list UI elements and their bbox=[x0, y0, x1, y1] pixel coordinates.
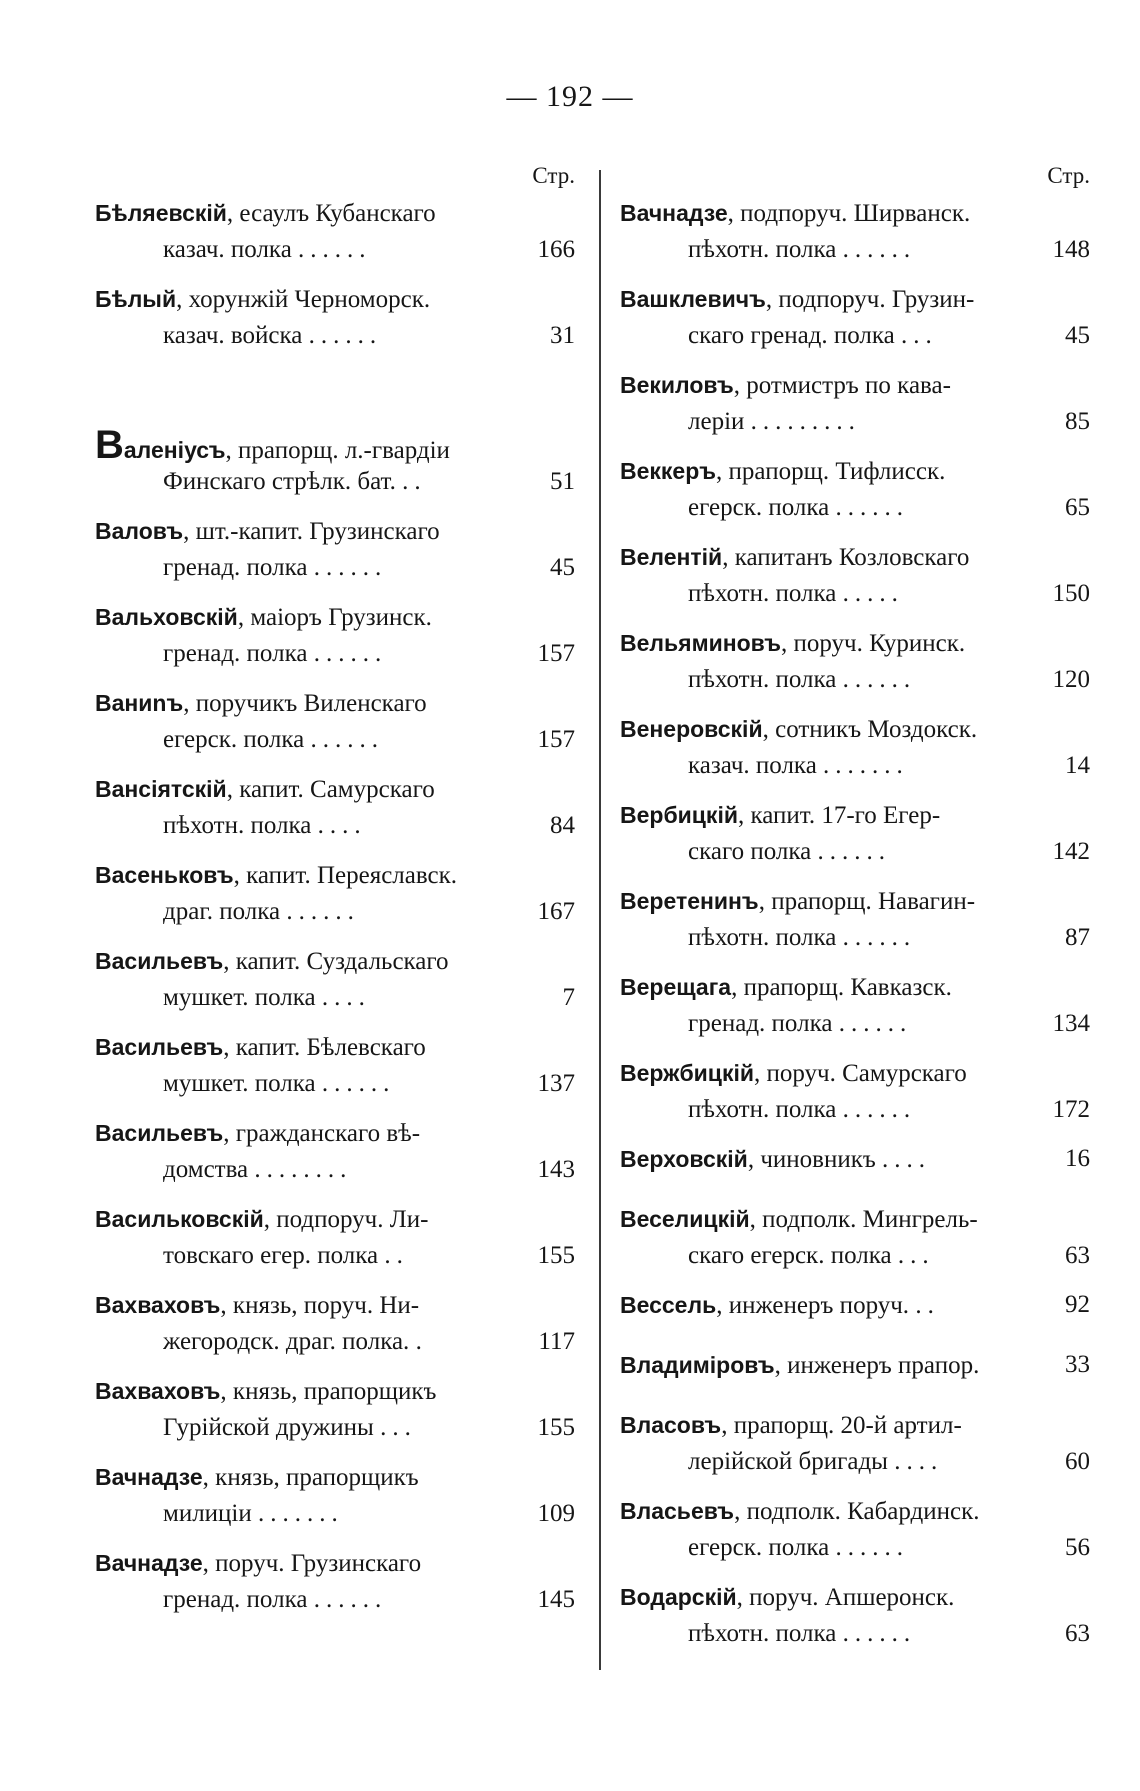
entry-line bbox=[688, 232, 1090, 268]
entry-description: , подпоруч. Грузин- bbox=[765, 286, 975, 313]
surname: Водарскій bbox=[620, 1584, 737, 1610]
entry-line bbox=[163, 1582, 575, 1618]
entry-line bbox=[95, 1200, 575, 1238]
entry-description: , поруч. Куринск. bbox=[781, 630, 966, 657]
surname: Вансіятскій bbox=[95, 776, 227, 802]
surname: Вальховскій bbox=[95, 604, 238, 630]
leader-dots: ....... bbox=[823, 752, 909, 779]
entry-description: , капитанъ Козловскаго bbox=[722, 544, 970, 571]
page-ref: 148 bbox=[1047, 232, 1091, 268]
surname: Васеньковъ bbox=[95, 862, 234, 888]
surname: Бѣляевскій bbox=[95, 200, 227, 226]
entry-line bbox=[688, 490, 1090, 526]
surname: Веселицкій bbox=[620, 1206, 750, 1232]
page-ref: 120 bbox=[1047, 662, 1091, 698]
entry-line bbox=[95, 1372, 575, 1410]
index-entry bbox=[620, 1140, 1090, 1200]
leader-dots: ...... bbox=[817, 838, 891, 865]
entry-line bbox=[95, 942, 575, 980]
entry-line bbox=[95, 1286, 575, 1324]
leader-dots: ...... bbox=[842, 666, 917, 693]
entry-continuation: драг. полка bbox=[163, 898, 281, 925]
entry-line bbox=[163, 1324, 575, 1360]
entry-line bbox=[620, 452, 1090, 490]
index-entry bbox=[620, 194, 1090, 280]
entry-continuation: скаго гренад. полка bbox=[688, 322, 895, 349]
entry-description: , капит. Суздальскаго bbox=[223, 948, 449, 975]
entry-continuation: егерск. полка bbox=[688, 494, 830, 521]
leader-dots: .. bbox=[915, 1292, 940, 1319]
index-entry bbox=[95, 1286, 575, 1372]
page-number: — 192 — bbox=[506, 80, 634, 113]
right-column bbox=[620, 158, 1090, 1664]
entry-line bbox=[620, 710, 1090, 748]
surname: Ваниnъ bbox=[95, 690, 184, 716]
surname: Веретенинъ bbox=[620, 888, 759, 914]
entry-continuation: казач. полка bbox=[163, 236, 292, 263]
surname: Васильковскій bbox=[95, 1206, 264, 1232]
entry-description: , подполк. Кабардинск. bbox=[734, 1498, 980, 1525]
page-ref: 33 bbox=[1059, 1346, 1090, 1384]
page-ref: 155 bbox=[532, 1238, 576, 1274]
entry-line bbox=[620, 1286, 1090, 1324]
leader-dots: . bbox=[415, 1328, 428, 1355]
leader-dots: ...... bbox=[835, 494, 909, 521]
entry-line bbox=[163, 980, 575, 1016]
index-entry bbox=[95, 1372, 575, 1458]
page-ref: 157 bbox=[532, 636, 576, 672]
leader-dots: ...... bbox=[842, 1096, 917, 1123]
entry-line bbox=[620, 882, 1090, 920]
entry-continuation: скаго егерск. полка bbox=[688, 1242, 892, 1269]
leader-dots: ...... bbox=[286, 898, 360, 925]
entry-continuation: пѣхотн. полка bbox=[688, 1096, 837, 1123]
index-entry bbox=[95, 194, 575, 280]
entry-continuation: егерск. полка bbox=[163, 726, 305, 753]
entry-line bbox=[620, 194, 1090, 232]
entry-line bbox=[95, 512, 575, 550]
entry-line bbox=[163, 1496, 575, 1532]
entry-line bbox=[163, 636, 575, 672]
surname: Васильевъ bbox=[95, 948, 224, 974]
page-ref: 142 bbox=[1047, 834, 1091, 870]
index-entry bbox=[95, 512, 575, 598]
surname: Васильевъ bbox=[95, 1120, 224, 1146]
entry-line bbox=[688, 1444, 1090, 1480]
entry-line bbox=[95, 684, 575, 722]
leader-dots: .... bbox=[321, 984, 371, 1011]
entry-description: , поруч. Апшеронск. bbox=[736, 1584, 955, 1611]
entry-continuation: мушкет. полка bbox=[163, 1070, 316, 1097]
entry-description: , чиновникъ bbox=[747, 1146, 876, 1173]
page-ref: 65 bbox=[1059, 490, 1090, 526]
entry-description: , князь, прапорщикъ bbox=[202, 1464, 419, 1491]
column-divider bbox=[599, 170, 601, 1670]
leader-dots: ...... bbox=[313, 554, 388, 581]
page-ref: 56 bbox=[1059, 1530, 1090, 1566]
entry-line bbox=[688, 318, 1090, 354]
surname: Венеровскій bbox=[620, 716, 763, 742]
entry-description: , прапорщ. 20-й артил- bbox=[721, 1412, 962, 1439]
page-ref: 85 bbox=[1059, 404, 1090, 440]
entry-continuation: гренад. полка bbox=[163, 640, 308, 667]
surname: Вессель bbox=[620, 1292, 717, 1318]
entry-continuation: пѣхотн. полка bbox=[688, 924, 837, 951]
entry-line bbox=[688, 1616, 1090, 1652]
surname: Вербицкій bbox=[620, 802, 738, 828]
leader-dots: .... bbox=[882, 1146, 932, 1173]
surname: Власовъ bbox=[620, 1412, 722, 1438]
entry-description: , поруч. Самурскаго bbox=[753, 1060, 967, 1087]
index-entry bbox=[95, 856, 575, 942]
entry-description: , подпоруч. Ли- bbox=[263, 1206, 429, 1233]
index-entry bbox=[620, 882, 1090, 968]
surname: Вашклевичъ bbox=[620, 286, 766, 312]
entry-description: , прапорщ. л.-гвардіи bbox=[225, 437, 450, 464]
page-ref: 166 bbox=[532, 232, 576, 268]
entry-description: , капит. Переяславск. bbox=[233, 862, 458, 889]
entry-line bbox=[620, 280, 1090, 318]
entry-line bbox=[163, 318, 575, 354]
surname: Владиміровъ bbox=[620, 1352, 775, 1378]
entry-line bbox=[688, 1530, 1090, 1566]
left-entries bbox=[95, 194, 575, 1630]
entry-line bbox=[620, 538, 1090, 576]
entry-line bbox=[95, 856, 575, 894]
entry-continuation: гренад. полка bbox=[163, 1586, 308, 1613]
page-ref: 137 bbox=[532, 1066, 576, 1102]
leader-dots: ... bbox=[380, 1414, 417, 1441]
page-column-header: Стр. bbox=[532, 163, 575, 188]
entry-line bbox=[620, 1346, 1090, 1384]
index-entry bbox=[620, 1054, 1090, 1140]
page-ref: 157 bbox=[532, 722, 576, 758]
left-column bbox=[95, 158, 575, 1630]
entry-line bbox=[95, 1028, 575, 1066]
entry-description: , инженеръ прапор. bbox=[774, 1352, 980, 1379]
surname: Векиловъ bbox=[620, 372, 734, 398]
surname: Вельяминовъ bbox=[620, 630, 781, 656]
entry-continuation: леріи bbox=[688, 408, 745, 435]
index-entry bbox=[620, 624, 1090, 710]
entry-description: , капит. 17-го Егер- bbox=[737, 802, 941, 829]
leader-dots: .. bbox=[402, 468, 427, 495]
entry-line bbox=[163, 232, 575, 268]
entry-line bbox=[620, 1578, 1090, 1616]
index-entry bbox=[95, 598, 575, 684]
leader-dots: ...... bbox=[313, 1586, 388, 1613]
entry-continuation: гренад. полка bbox=[163, 554, 308, 581]
entry-line bbox=[163, 808, 575, 844]
entry-line bbox=[620, 1140, 1090, 1178]
entry-continuation: гренад. полка bbox=[688, 1010, 833, 1037]
index-entry bbox=[620, 1200, 1090, 1286]
leader-dots: ...... bbox=[308, 322, 383, 349]
entry-description: , капит. Бѣлевскаго bbox=[223, 1034, 426, 1061]
leader-dots: ....... bbox=[258, 1500, 344, 1527]
entry-continuation: скаго полка bbox=[688, 838, 812, 865]
entry-description: , прапорщ. Навагин- bbox=[758, 888, 976, 915]
index-entry bbox=[620, 366, 1090, 452]
page-ref: 92 bbox=[1059, 1286, 1090, 1324]
entry-description: , поруч. Грузинскаго bbox=[202, 1550, 422, 1577]
page-ref: 16 bbox=[1059, 1140, 1090, 1178]
page-ref: 63 bbox=[1059, 1616, 1090, 1652]
surname: Вачнадзе bbox=[620, 200, 728, 226]
page-ref: 143 bbox=[532, 1152, 576, 1188]
entry-line bbox=[95, 1114, 575, 1152]
entry-line bbox=[688, 662, 1090, 698]
entry-line bbox=[95, 280, 575, 318]
entry-line bbox=[163, 1152, 575, 1188]
leader-dots: ...... bbox=[321, 1070, 396, 1097]
leader-dots: .... bbox=[317, 812, 367, 839]
index-entry bbox=[95, 1114, 575, 1200]
surname: аленіусъ bbox=[123, 437, 226, 463]
page-ref: 60 bbox=[1059, 1444, 1090, 1480]
entry-description: , прапорщ. Кавказск. bbox=[731, 974, 952, 1001]
leader-dots: ...... bbox=[313, 640, 388, 667]
surname: Велентій bbox=[620, 544, 723, 570]
entry-continuation: мушкет. полка bbox=[163, 984, 316, 1011]
surname: Веккеръ bbox=[620, 458, 717, 484]
leader-dots: ...... bbox=[835, 1534, 909, 1561]
entry-continuation: Финскаго стрѣлк. бат. bbox=[163, 468, 396, 495]
page-column-header: Стр. bbox=[1047, 163, 1090, 188]
entry-line bbox=[620, 1054, 1090, 1092]
leader-dots: ... bbox=[897, 1242, 935, 1269]
index-entry bbox=[95, 280, 575, 366]
entry-line bbox=[163, 464, 575, 500]
entry-line bbox=[620, 1200, 1090, 1238]
entry-continuation: товскаго егер. полка bbox=[163, 1242, 379, 1269]
entry-line bbox=[163, 1238, 575, 1274]
entry-line bbox=[95, 194, 575, 232]
leader-dots: ...... bbox=[310, 726, 384, 753]
leader-dots: ..... bbox=[842, 580, 904, 607]
entry-description: , есаулъ Кубанскаго bbox=[226, 200, 436, 227]
entry-continuation: пѣхотн. полка bbox=[688, 1620, 837, 1647]
leader-dots: ...... bbox=[298, 236, 372, 263]
entry-line bbox=[620, 1406, 1090, 1444]
index-entry bbox=[620, 1286, 1090, 1346]
surname: Бѣлый bbox=[95, 286, 177, 312]
entry-continuation: казач. войска bbox=[163, 322, 303, 349]
page-ref: 134 bbox=[1047, 1006, 1091, 1042]
entry-line bbox=[620, 624, 1090, 662]
entry-description: , маіоръ Грузинск. bbox=[237, 604, 432, 631]
entry-line bbox=[620, 1492, 1090, 1530]
page-ref: 87 bbox=[1059, 920, 1090, 956]
surname: Вержбицкій bbox=[620, 1060, 754, 1086]
entry-line bbox=[163, 550, 575, 586]
leader-dots: ... bbox=[901, 322, 938, 349]
entry-line bbox=[688, 1092, 1090, 1128]
surname: Вахваховъ bbox=[95, 1378, 221, 1404]
page-ref: 150 bbox=[1047, 576, 1091, 612]
entry-continuation: жегородск. драг. полка. bbox=[163, 1328, 410, 1355]
page-ref: 51 bbox=[544, 464, 575, 500]
section-initial: В bbox=[95, 426, 124, 464]
page-ref: 14 bbox=[1059, 748, 1090, 784]
entry-description: , инженеръ поруч. bbox=[716, 1292, 910, 1319]
index-entry bbox=[95, 1200, 575, 1286]
entry-line bbox=[95, 598, 575, 636]
surname: Вачнадзе bbox=[95, 1464, 203, 1490]
index-entry bbox=[620, 538, 1090, 624]
leader-dots: .... bbox=[894, 1448, 944, 1475]
entry-line bbox=[163, 1410, 575, 1446]
entry-continuation: казач. полка bbox=[688, 752, 817, 779]
entry-description: , шт.-капит. Грузинскаго bbox=[183, 518, 440, 545]
entry-line bbox=[163, 722, 575, 758]
entry-line bbox=[688, 920, 1090, 956]
entry-line bbox=[95, 1458, 575, 1496]
index-entry bbox=[95, 1544, 575, 1630]
entry-description: , капит. Самурскаго bbox=[226, 776, 435, 803]
page-ref: 155 bbox=[532, 1410, 576, 1446]
page-ref: 31 bbox=[544, 318, 575, 354]
surname: Валовъ bbox=[95, 518, 184, 544]
entry-continuation: лерійской бригады bbox=[688, 1448, 888, 1475]
page-ref: 63 bbox=[1059, 1238, 1090, 1274]
index-entry bbox=[620, 1346, 1090, 1406]
page-ref: 84 bbox=[544, 808, 575, 844]
index-entry bbox=[95, 942, 575, 1028]
index-entry bbox=[620, 1492, 1090, 1578]
entry-description: , поручикъ Виленскаго bbox=[183, 690, 427, 717]
entry-description: , подпоруч. Ширванск. bbox=[727, 200, 971, 227]
page-ref: 109 bbox=[532, 1496, 576, 1532]
leader-dots: ...... bbox=[842, 236, 917, 263]
index-entry bbox=[620, 796, 1090, 882]
leader-dots: ...... bbox=[842, 1620, 917, 1647]
page-ref: 7 bbox=[557, 980, 576, 1016]
index-entry bbox=[95, 770, 575, 856]
leader-dots: .. bbox=[384, 1242, 409, 1269]
entry-line bbox=[163, 894, 575, 930]
entry-continuation: Гурійской дружины bbox=[163, 1414, 374, 1441]
index-entry bbox=[620, 1578, 1090, 1664]
surname: Вахваховъ bbox=[95, 1292, 221, 1318]
entry-continuation: пѣхотн. полка bbox=[688, 236, 837, 263]
surname: Васильевъ bbox=[95, 1034, 224, 1060]
page-ref: 117 bbox=[532, 1324, 575, 1360]
page-ref: 45 bbox=[1059, 318, 1090, 354]
entry-continuation: домства bbox=[163, 1156, 249, 1183]
entry-description: , князь, поруч. Ни- bbox=[220, 1292, 420, 1319]
entry-line bbox=[620, 968, 1090, 1006]
entry-description: , подполк. Мингрель- bbox=[749, 1206, 978, 1233]
entry-line bbox=[688, 404, 1090, 440]
entry-line bbox=[688, 1238, 1090, 1274]
page-ref: 172 bbox=[1047, 1092, 1091, 1128]
entry-line bbox=[688, 1006, 1090, 1042]
entry-line bbox=[688, 834, 1090, 870]
entry-continuation: пѣхотн. полка bbox=[163, 812, 312, 839]
index-entry bbox=[620, 710, 1090, 796]
index-entry bbox=[620, 280, 1090, 366]
entry-line bbox=[163, 1066, 575, 1102]
leader-dots: ...... bbox=[838, 1010, 913, 1037]
entry-continuation: егерск. полка bbox=[688, 1534, 830, 1561]
right-entries bbox=[620, 194, 1090, 1664]
entry-continuation: пѣхотн. полка bbox=[688, 580, 837, 607]
index-entry bbox=[620, 968, 1090, 1054]
leader-dots: ........ bbox=[254, 1156, 353, 1183]
leader-dots: ...... bbox=[842, 924, 917, 951]
entry-continuation: милиціи bbox=[163, 1500, 252, 1527]
entry-description: , прапорщ. Тифлисск. bbox=[716, 458, 946, 485]
surname: Вачнадзе bbox=[95, 1550, 203, 1576]
entry-line bbox=[620, 366, 1090, 404]
page-ref: 45 bbox=[544, 550, 575, 586]
entry-line bbox=[688, 748, 1090, 784]
page-ref: 167 bbox=[532, 894, 576, 930]
surname: Верховскій bbox=[620, 1146, 748, 1172]
entry-description: , сотникъ Моздокск. bbox=[762, 716, 978, 743]
entry-line bbox=[95, 1544, 575, 1582]
leader-dots: ......... bbox=[750, 408, 861, 435]
entry-line bbox=[95, 770, 575, 808]
index-entry bbox=[620, 1406, 1090, 1492]
section-gap bbox=[95, 366, 575, 426]
index-entry bbox=[95, 426, 575, 512]
entry-description: , гражданскаго вѣ- bbox=[223, 1120, 421, 1147]
index-entry bbox=[95, 684, 575, 770]
entry-line bbox=[620, 796, 1090, 834]
index-entry bbox=[95, 1458, 575, 1544]
entry-description: , ротмистръ по кава- bbox=[733, 372, 951, 399]
entry-line bbox=[95, 426, 575, 464]
entry-description: , князь, прапорщикъ bbox=[220, 1378, 437, 1405]
page-ref: 145 bbox=[532, 1582, 576, 1618]
index-entry bbox=[95, 1028, 575, 1114]
entry-line bbox=[688, 576, 1090, 612]
surname: Верещага bbox=[620, 974, 732, 1000]
index-entry bbox=[620, 452, 1090, 538]
entry-continuation: пѣхотн. полка bbox=[688, 666, 837, 693]
entry-description: , хорунжій Черноморск. bbox=[176, 286, 431, 313]
surname: Власьевъ bbox=[620, 1498, 735, 1524]
